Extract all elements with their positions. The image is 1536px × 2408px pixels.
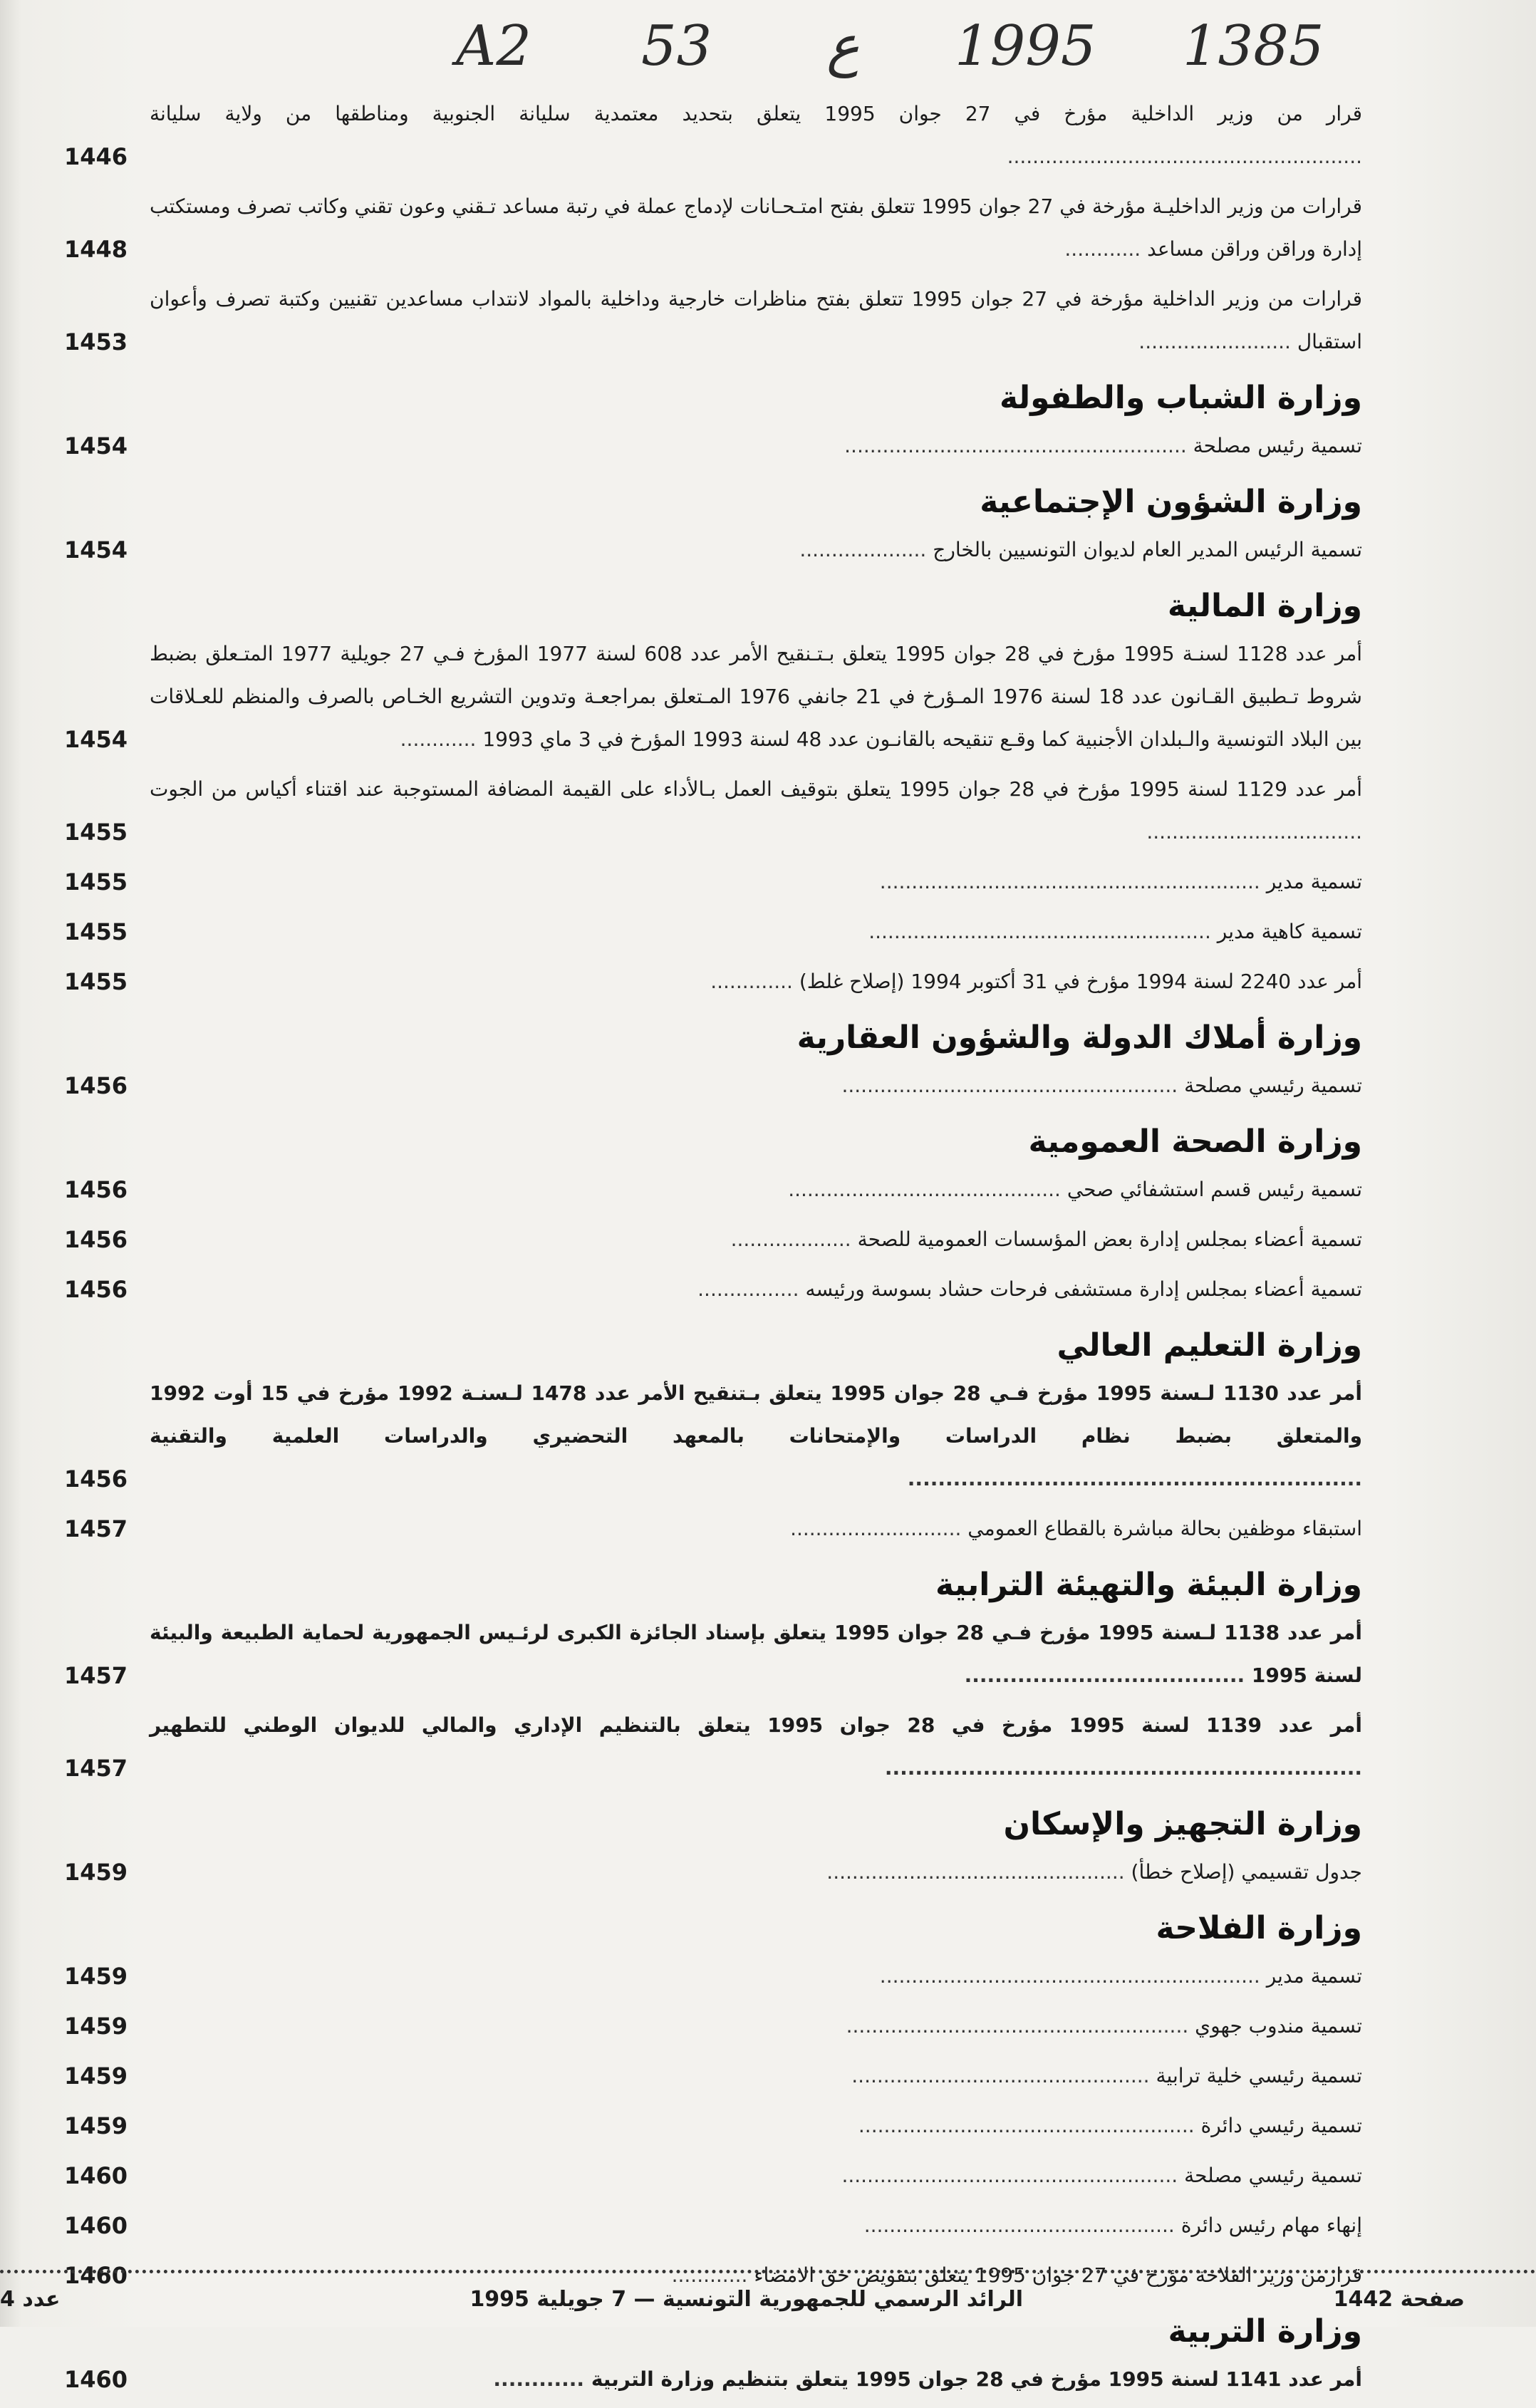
leader-dots: ........................... xyxy=(790,1517,968,1540)
entry-title: تسمية رئيسي دائرة xyxy=(1200,2114,1362,2137)
entry-page-number: 1459 xyxy=(64,1963,128,1990)
entry-title: أمر عدد 1129 لسنة 1995 مؤرخ في 28 جوان 1995 يتعلق بتوقيف العمل بـالأداء على القيمة المضافة المستوجبة عند اقتناء أكياس من الجوت xyxy=(150,777,1363,801)
entry-page-number: 1460 xyxy=(64,2262,128,2289)
entry-text xyxy=(142,1612,1362,1697)
toc-entry xyxy=(64,185,1362,271)
leader-dots: ............ xyxy=(671,2263,754,2287)
toc-section xyxy=(64,1563,1362,1790)
entry-text xyxy=(142,2154,1362,2197)
leader-dots: ............ xyxy=(493,2367,591,2391)
toc-section xyxy=(64,584,1362,1003)
leader-dots: ............................................................... xyxy=(884,1756,1362,1780)
leader-dots: .................................. xyxy=(1146,820,1362,844)
toc-entry xyxy=(64,1704,1362,1790)
entry-text xyxy=(142,2204,1362,2247)
entry-page-number: 1455 xyxy=(64,968,128,995)
entry-text xyxy=(142,425,1362,467)
page-number: صفحة 1442 xyxy=(1333,2287,1465,2312)
entry-page-number: 1454 xyxy=(64,726,128,753)
entry-title: أمر عدد 1130 لـسنة 1995 مؤرخ فـي 28 جوان 1995 يتعلق بـتنقيح الأمر عدد 1478 لـسنـة 1992 مؤرخ في 15 أوت 1992 والمتعلق بضبط نظام الدراسات والإمتحانات بالمعهد التحضيري والدراسات العلمية والتقنية xyxy=(150,1381,1362,1448)
toc-entry xyxy=(64,1612,1362,1697)
entry-title: قرارات من وزير الداخلية مؤرخة في 27 جوان 1995 تتعلق بفتح مناظرات خارجية وداخلية بالمواد لانتداب مساعدين تقنيين وكتبة تصرف وأعوان استقبال xyxy=(150,287,1362,353)
entry-text xyxy=(142,1955,1362,1998)
entry-text xyxy=(142,2055,1362,2097)
leader-dots: ........................................................ xyxy=(1007,145,1362,168)
entry-page-number: 1460 xyxy=(64,2366,128,2393)
entry-page-number: 1459 xyxy=(64,2013,128,2040)
leader-dots: ................... xyxy=(730,1228,858,1251)
entry-page-number: 1455 xyxy=(64,819,128,846)
leader-dots: ............ xyxy=(1064,237,1148,261)
ministry-heading: وزارة أملاك الدولة والشؤون العقارية xyxy=(796,1019,1362,1056)
toc-entry xyxy=(64,2005,1362,2048)
entry-text xyxy=(142,1507,1362,1550)
toc-entry xyxy=(64,93,1362,178)
entry-title: تسمية رئيس قسم استشفائي صحي xyxy=(1067,1178,1362,1201)
leader-dots: ............................................................ xyxy=(879,1964,1267,1988)
leader-dots: ...................................................... xyxy=(868,920,1218,943)
leader-dots: ............................................... xyxy=(851,2064,1156,2087)
entry-title: تسمية أعضاء بمجلس إدارة مستشفى فرحات حشاد بسوسة ورئيسه xyxy=(805,1277,1362,1301)
footer-divider xyxy=(0,2270,1536,2273)
entry-title: أمر عدد 1138 لـسنة 1995 مؤرخ فـي 28 جوان 1995 يتعلق بإسناد الجائزة الكبرى لرئـيس الجمهورية لحماية الطبيعة والبيئة لسنة 1995 xyxy=(150,1621,1362,1687)
entry-text xyxy=(142,93,1362,178)
entry-title: إنهاء مهام رئيس دائرة xyxy=(1180,2214,1362,2237)
leader-dots: ........................ xyxy=(1138,330,1297,353)
entry-text xyxy=(142,1064,1362,1107)
toc-section xyxy=(64,1120,1362,1311)
entry-text xyxy=(142,861,1362,903)
ministry-heading: وزارة الشباب والطفولة xyxy=(999,380,1362,416)
entry-page-number: 1456 xyxy=(64,1176,128,1203)
ministry-heading: وزارة الفلاحة xyxy=(1156,1910,1362,1946)
toc-entry xyxy=(64,2055,1362,2097)
toc-entry xyxy=(64,1507,1362,1550)
ministry-heading: وزارة الشؤون الإجتماعية xyxy=(980,484,1362,520)
entry-page-number: 1456 xyxy=(64,1276,128,1303)
entry-text xyxy=(142,633,1362,761)
entry-title: أمر عدد 1139 لسنة 1995 مؤرخ في 28 جوان 1995 يتعلق بالتنظيم الإداري والمالي للديوان الوطني للتطهير xyxy=(150,1713,1362,1737)
entry-page-number: 1456 xyxy=(64,1072,128,1099)
ministry-heading: وزارة التجهيز والإسكان xyxy=(1003,1806,1362,1842)
entry-page-number: 1448 xyxy=(64,236,128,263)
entry-title: تسمية مندوب جهوي xyxy=(1195,2014,1362,2038)
entry-page-number: 1456 xyxy=(64,1465,128,1493)
entry-page-number: 1459 xyxy=(64,2062,128,2090)
toc-section xyxy=(64,1016,1362,1107)
entry-text xyxy=(142,1372,1362,1500)
toc-entry xyxy=(64,2105,1362,2147)
entry-title: تسمية رئيسي مصلحة xyxy=(1184,2164,1362,2187)
entry-text xyxy=(142,2105,1362,2147)
entry-page-number: 1459 xyxy=(64,1859,128,1886)
leader-dots: ................................................. xyxy=(863,2214,1181,2237)
toc-entry xyxy=(64,2358,1362,2401)
leader-dots: ..................................... xyxy=(964,1664,1252,1687)
ministry-heading: وزارة المالية xyxy=(1167,588,1362,624)
leader-dots: ...................................................... xyxy=(844,434,1193,457)
toc-entry xyxy=(64,2154,1362,2197)
toc-entry xyxy=(64,1372,1362,1500)
entry-text xyxy=(142,1218,1362,1261)
leader-dots: ........................................... xyxy=(788,1178,1067,1201)
page-footer xyxy=(0,2287,1536,2323)
handwritten-year: 1995 xyxy=(955,14,1096,78)
handwritten-code: A2 xyxy=(456,14,531,78)
toc-section xyxy=(64,376,1362,467)
entry-page-number: 1457 xyxy=(64,1515,128,1542)
toc-section xyxy=(64,2310,1362,2401)
entry-page-number: 1457 xyxy=(64,1662,128,1689)
leader-dots: ............................................................ xyxy=(879,870,1267,893)
leader-dots: ..................................................... xyxy=(841,1074,1185,1097)
entry-title: تسمية رئيس مصلحة xyxy=(1193,434,1362,457)
entry-text xyxy=(142,768,1362,853)
handwritten-number: 53 xyxy=(641,14,712,78)
entry-title: أمر عدد 1128 لسنـة 1995 مؤرخ في 28 جوان 1995 يتعلق بـتـنقيح الأمر عدد 608 لسنة 1977 المؤرخ فـي 27 جويلية 1977 المتـعلق بضبط شروط تـطبيق القـانون عدد 18 لسنة 1976 المـؤرخ في 21 جانفي 1976 المـتعلق بمراجعـة وتدوين التشريع الخـاص بالصرف والمنظم للعـلاقات بين البلاد التونسية والـبلدان الأجنبية كما وقـع تنقيحه بالقانـون عدد 48 لسنة 1993 المؤرخ في 3 ماي 1993 xyxy=(150,642,1362,751)
entry-title: جدول تقسيمي (إصلاح خطأ) xyxy=(1131,1860,1362,1884)
entry-title: تسمية رئيسي مصلحة xyxy=(1184,1074,1362,1097)
entry-page-number: 1454 xyxy=(64,536,128,564)
leader-dots: ............. xyxy=(710,970,799,993)
entry-title: تسمية رئيسي خلية ترابية xyxy=(1156,2064,1362,2087)
toc-entry xyxy=(64,529,1362,571)
entry-title: قرارات من وزير الداخليـة مؤرخة في 27 جوان 1995 تتعلق بفتح امتـحـانات لإدماج عملة في رتبة مساعد تـقني وعون تقني وكاتب تصرف ومستكتب إدارة وراقن وراقن مساعد xyxy=(150,194,1362,261)
handwritten-archive-note xyxy=(427,14,1354,93)
entry-page-number: 1446 xyxy=(64,143,128,170)
toc-section xyxy=(64,1324,1362,1550)
entry-text xyxy=(142,1704,1362,1790)
toc-entry xyxy=(64,1218,1362,1261)
entry-text xyxy=(142,185,1362,271)
toc-section xyxy=(64,1906,1362,2297)
entry-title: تسمية الرئيس المدير العام لديوان التونسيين بالخارج xyxy=(933,538,1362,561)
toc-section xyxy=(64,480,1362,571)
ministry-heading: وزارة التربية xyxy=(1168,2313,1362,2350)
toc-section xyxy=(64,93,1362,363)
entry-page-number: 1460 xyxy=(64,2162,128,2189)
entry-text xyxy=(142,2358,1362,2401)
table-of-contents xyxy=(64,93,1362,2408)
issue-number: عدد 4 xyxy=(0,2287,61,2312)
leader-dots: .................... xyxy=(799,538,933,561)
entry-title: قرارمن وزير الفلاحة مؤرخ في 27 جوان 1995 يتعلق بتفويض حق الامضاء xyxy=(754,2263,1362,2287)
entry-title: تسمية مدير xyxy=(1266,1964,1362,1988)
toc-entry xyxy=(64,768,1362,853)
entry-text xyxy=(142,1851,1362,1894)
toc-entry xyxy=(64,425,1362,467)
entry-page-number: 1455 xyxy=(64,918,128,945)
leader-dots: ..................................................... xyxy=(841,2164,1185,2187)
publication-title: الرائد الرسمي للجمهورية التونسية — 7 جويلية 1995 xyxy=(469,2287,1023,2312)
entry-title: أمر عدد 1141 لسنة 1995 مؤرخ في 28 جوان 1995 يتعلق بتنظيم وزارة التربية xyxy=(591,2367,1362,2391)
entry-page-number: 1460 xyxy=(64,2212,128,2239)
toc-entry xyxy=(64,960,1362,1003)
toc-entry xyxy=(64,910,1362,953)
ministry-heading: وزارة التعليم العالي xyxy=(1057,1327,1362,1364)
toc-section xyxy=(64,1802,1362,1894)
ministry-heading: وزارة الصحة العمومية xyxy=(1028,1123,1362,1160)
toc-entry xyxy=(64,2204,1362,2247)
entry-text xyxy=(142,1168,1362,1211)
toc-entry xyxy=(64,278,1362,363)
toc-entry xyxy=(64,1168,1362,1211)
entry-title: تسمية كاهية مدير xyxy=(1217,920,1362,943)
entry-page-number: 1456 xyxy=(64,1226,128,1253)
entry-title: أمر عدد 2240 لسنة 1994 مؤرخ في 31 أكتوبر 1994 (إصلاح غلط) xyxy=(799,970,1362,993)
entry-title: استبقاء موظفين بحالة مباشرة بالقطاع العمومي xyxy=(967,1517,1362,1540)
entry-text xyxy=(142,278,1362,363)
leader-dots: ..................................................... xyxy=(858,2114,1201,2137)
leader-dots: ............ xyxy=(400,727,483,751)
leader-dots: ................ xyxy=(697,1277,806,1301)
toc-entry xyxy=(64,1851,1362,1894)
ministry-heading: وزارة البيئة والتهيئة الترابية xyxy=(935,1567,1362,1603)
entry-text xyxy=(142,960,1362,1003)
entry-title: قرار من وزير الداخلية مؤرخ في 27 جوان 1995 يتعلق بتحديد معتمدية سليانة الجنوبية ومناطقها من ولاية سليانة xyxy=(150,102,1363,125)
leader-dots: ............................................................ xyxy=(907,1467,1362,1490)
leader-dots: ...................................................... xyxy=(846,2014,1195,2038)
entry-page-number: 1457 xyxy=(64,1755,128,1782)
entry-text xyxy=(142,910,1362,953)
entry-text xyxy=(142,2005,1362,2048)
entry-text xyxy=(142,1268,1362,1311)
entry-page-number: 1455 xyxy=(64,868,128,896)
toc-entry xyxy=(64,1268,1362,1311)
entry-page-number: 1454 xyxy=(64,432,128,460)
toc-entry xyxy=(64,633,1362,761)
entry-page-number: 1453 xyxy=(64,328,128,356)
entry-title: تسمية أعضاء بمجلس إدارة بعض المؤسسات العمومية للصحة xyxy=(857,1228,1362,1251)
toc-entry xyxy=(64,1064,1362,1107)
toc-entry xyxy=(64,861,1362,903)
toc-entry xyxy=(64,1955,1362,1998)
entry-title: تسمية مدير xyxy=(1266,870,1362,893)
entry-text xyxy=(142,529,1362,571)
handwritten-letter: ع xyxy=(826,14,860,78)
entry-page-number: 1459 xyxy=(64,2112,128,2139)
handwritten-ref: 1385 xyxy=(1183,14,1324,78)
leader-dots: ............................................... xyxy=(826,1860,1131,1884)
